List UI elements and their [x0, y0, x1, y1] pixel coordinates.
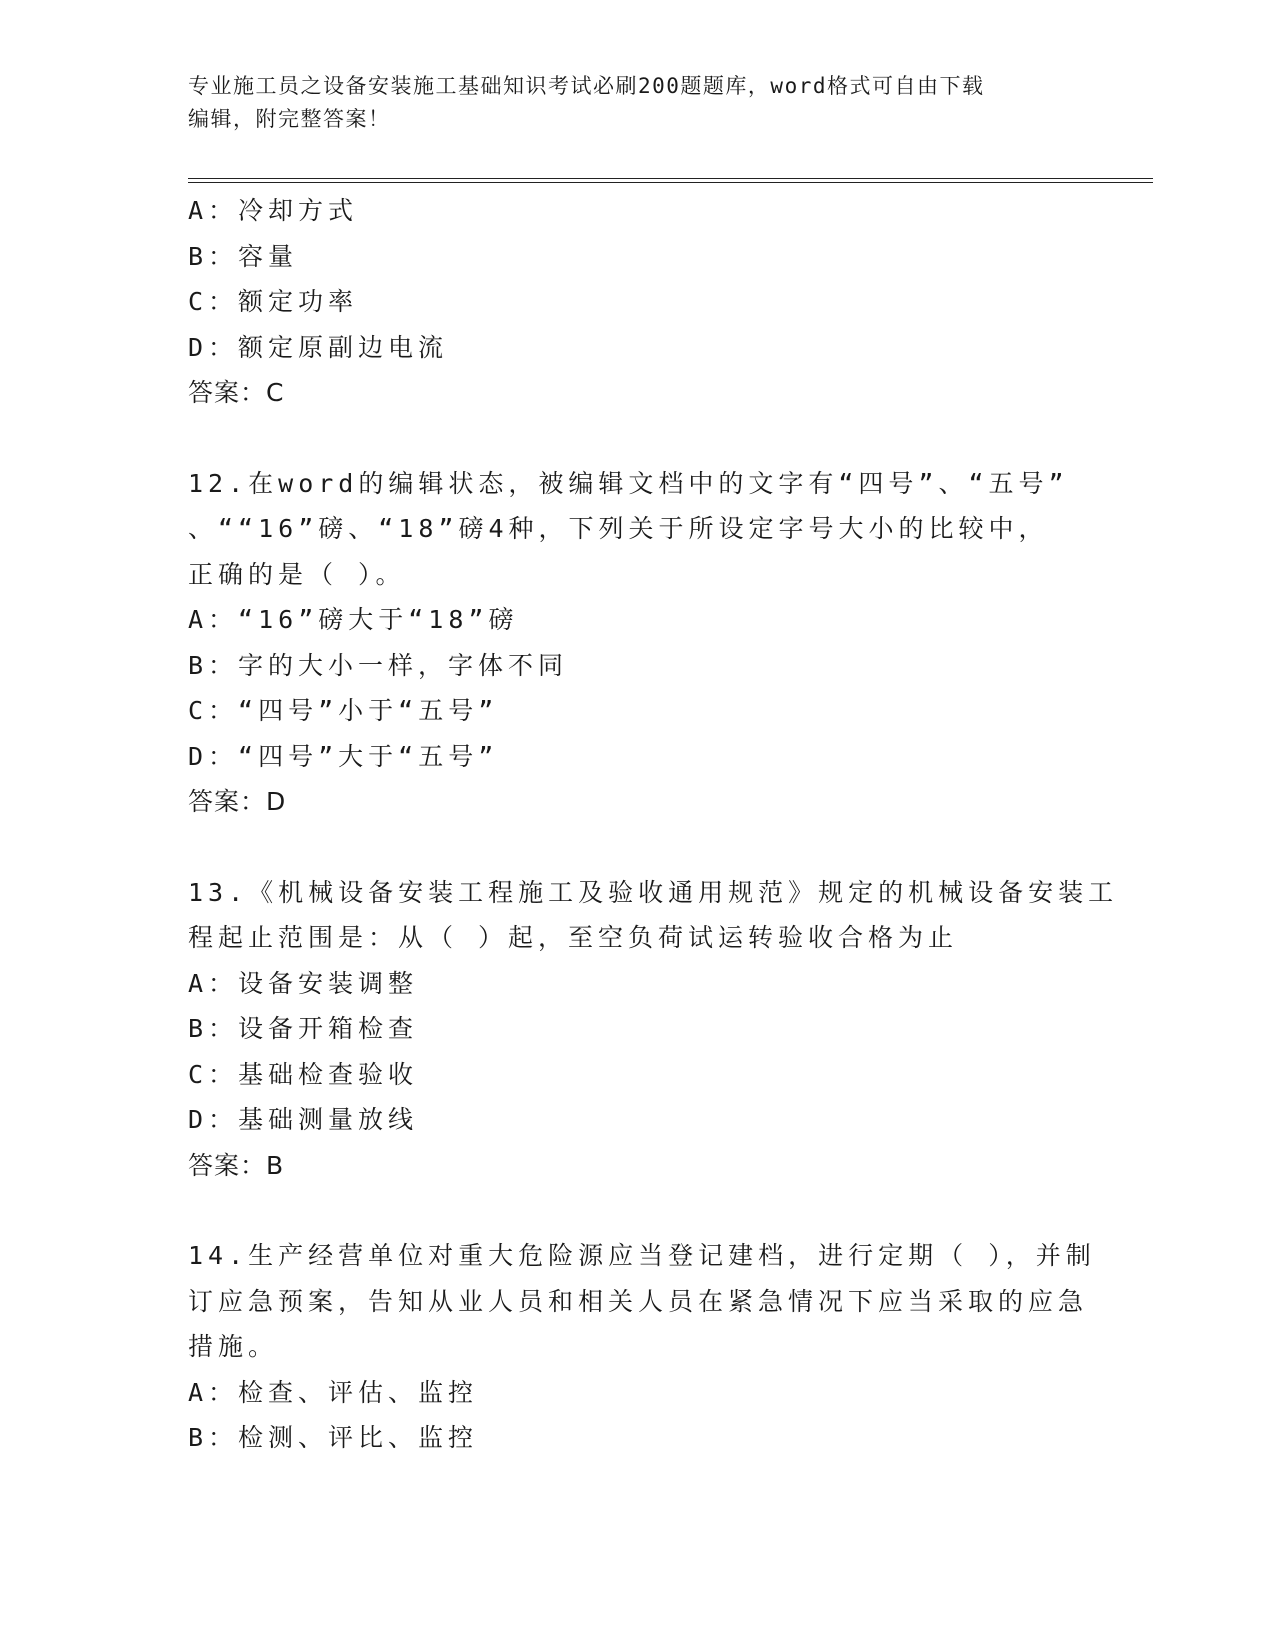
option-c: C：基础检查验收 — [188, 1059, 419, 1089]
question-stem-line: 、““16”磅、“18”磅4种，下列关于所设定字号大小的比较中， — [188, 514, 1049, 543]
option-d: D：额定原副边电流 — [188, 332, 449, 362]
document-header — [188, 70, 1068, 136]
option-b: B：字的大小一样，字体不同 — [188, 650, 569, 680]
header-divider-top — [188, 178, 1153, 179]
option-c: C：额定功率 — [188, 287, 359, 316]
option-d: D：“四号”大于“五号” — [188, 741, 499, 771]
question-stem-line: 程起止范围是：从（ ）起，至空负荷试运转验收合格为止 — [188, 923, 959, 952]
header-title-line-1: 专业施工员之设备安装施工基础知识考试必刷200题题库，word格式可自由下载 — [188, 74, 985, 98]
option-b: B：容量 — [188, 241, 299, 271]
option-d: D：基础测量放线 — [188, 1105, 419, 1134]
answer-line: 答案：C — [188, 378, 285, 407]
question-stem-line: 14.生产经营单位对重大危险源应当登记建档，进行定期（ ），并制 — [188, 1241, 1096, 1270]
answer-line: 答案：D — [188, 787, 287, 816]
option-c: C：“四号”小于“五号” — [188, 696, 499, 725]
option-a: A：设备安装调整 — [188, 968, 419, 998]
spacer — [188, 825, 1088, 870]
option-a: A：检查、评估、监控 — [188, 1377, 479, 1407]
header-divider-bottom — [188, 182, 1153, 183]
header-title-line-2: 编辑，附完整答案！ — [188, 107, 391, 131]
question-11 — [188, 188, 1088, 416]
question-13 — [188, 870, 1119, 1189]
option-a: A：冷却方式 — [188, 196, 359, 225]
question-stem-line: 订应急预案，告知从业人员和相关人员在紧急情况下应当采取的应急 — [188, 1286, 1089, 1316]
option-b: B：检测、评比、监控 — [188, 1423, 479, 1452]
option-b: B：设备开箱检查 — [188, 1014, 419, 1043]
spacer — [188, 1188, 1088, 1233]
spacer — [188, 416, 1088, 461]
option-a: A：“16”磅大于“18”磅 — [188, 605, 519, 634]
question-14 — [188, 1233, 1096, 1461]
question-12 — [188, 461, 1088, 825]
question-stem-line: 13.《机械设备安装工程施工及验收通用规范》规定的机械设备安装工 — [188, 877, 1119, 907]
document-body — [188, 188, 1119, 1461]
question-stem-line: 正确的是（ ）。 — [188, 559, 406, 589]
question-stem-line: 措施。 — [188, 1332, 279, 1361]
answer-line: 答案：B — [188, 1150, 285, 1180]
question-stem-line: 12.在word的编辑状态，被编辑文档中的文字有“四号”、“五号” — [188, 468, 1069, 498]
